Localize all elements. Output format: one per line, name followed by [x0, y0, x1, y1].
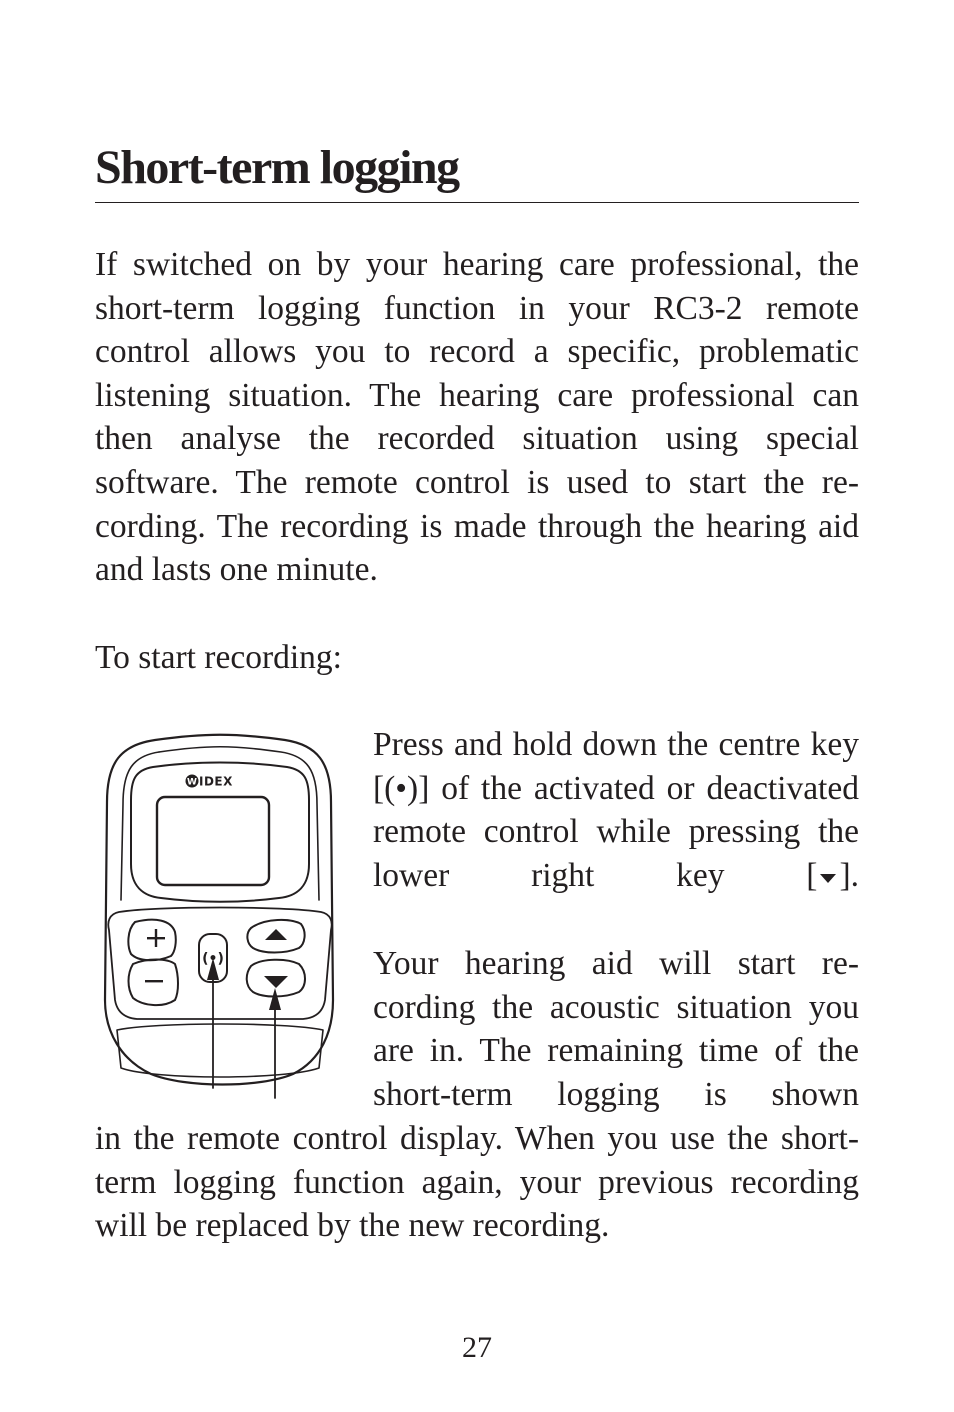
- intro-paragraph: If switched on by your hearing care professional, the short-term logging function in your RC3-2 remote control allows you to record a specific, problematic listening situation. The hearing care professional can then analyse the recorded situation using special software. The remote control is used to start the recording. The recording is made through the hearing aid and lasts one minute.: [95, 246, 859, 589]
- instruction-text-end: ].: [839, 856, 859, 894]
- page-number: 27: [462, 1331, 492, 1364]
- title-divider: [95, 202, 859, 203]
- instruction-text: Press and hold down the centre key [(•)] of the activated or deactivated remote control while pressing the lower right key [: [373, 726, 859, 894]
- svg-text:W: W: [187, 777, 197, 788]
- center-key-symbol: (•): [202, 951, 224, 967]
- result-paragraph-wrapped: Your hearing aid will start recording the acoustic situation you are in. The remaining time of the short-term logging is shown: [373, 945, 859, 1113]
- down-key-inline-icon: [817, 868, 839, 888]
- page-title: Short-term logging: [95, 141, 459, 194]
- start-recording-label: To start recording:: [95, 639, 342, 676]
- minus-icon: [145, 980, 163, 982]
- triangle-up-icon: [265, 929, 287, 940]
- down-key-arrowhead: [269, 988, 281, 1010]
- bottom-pad: [117, 1024, 323, 1077]
- plus-key[interactable]: [128, 920, 175, 961]
- remote-control-illustration: [95, 732, 345, 1104]
- brand-logo: [186, 775, 234, 789]
- svg-text:IDEX: IDEX: [199, 774, 233, 789]
- triangle-down-icon: [264, 976, 288, 988]
- instruction-paragraph: [373, 723, 859, 897]
- result-paragraph-continued: in the remote control display. When you use the short-term logging function again, your previous recording will be replaced by the new recording.: [95, 1120, 859, 1245]
- display-screen: [157, 797, 269, 885]
